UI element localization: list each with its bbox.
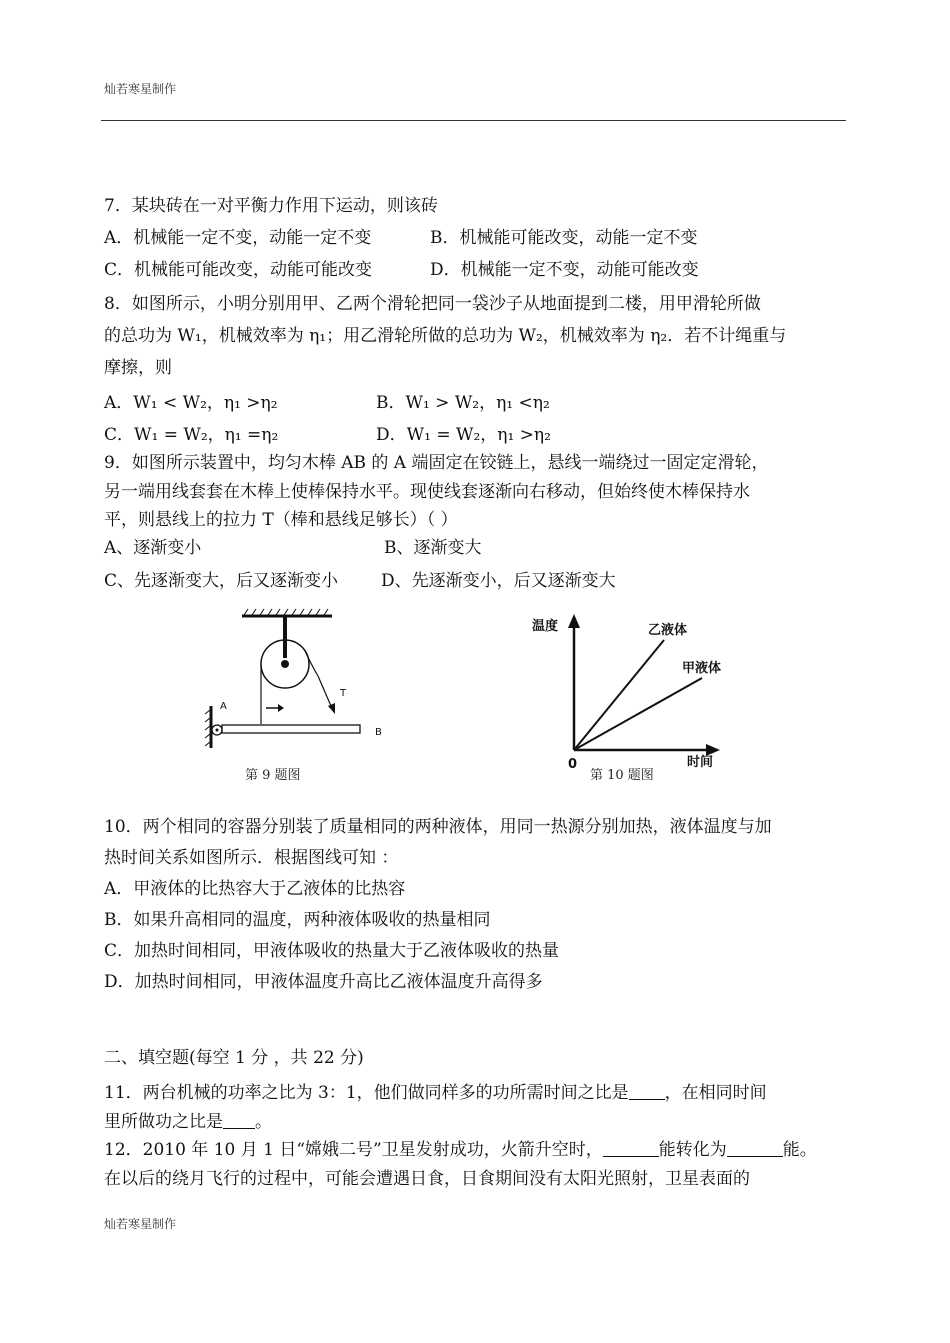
q7-option-b: B．机械能可能改变，动能一定不变 — [430, 228, 698, 248]
page-footer: 灿若寒星制作 — [104, 1217, 177, 1231]
q9-stem-line-3: 平，则悬线上的拉力 T（棒和悬线足够长）（ ） — [104, 510, 458, 530]
q10-option-c: C．加热时间相同，甲液体吸收的热量大于乙液体吸收的热量 — [104, 941, 560, 961]
q8-option-a: A．W₁ < W₂，η₁ >η₂ — [104, 393, 278, 413]
q9-stem-line-1: 9．如图所示装置中，均匀木棒 AB 的 A 端固定在铰链上，悬线一端绕过一固定定滑轮， — [104, 453, 769, 473]
q11-text-3: 里所做功之比是 — [104, 1112, 223, 1132]
q10-stem-line-2: 热时间关系如图所示．根据图线可知 ： — [104, 848, 399, 868]
q7-stem: 7．某块砖在一对平衡力作用下运动，则该砖 — [104, 196, 438, 216]
q11-line-2 — [104, 1111, 272, 1133]
q8-option-b: B．W₁ > W₂，η₁ <η₂ — [376, 393, 550, 413]
q8-stem-line-1: 8．如图所示，小明分别用甲、乙两个滑轮把同一袋沙子从地面提到二楼，用甲滑轮所做 — [104, 294, 761, 314]
q9-option-c: C、先逐渐变大，后又逐渐变小 — [104, 571, 339, 591]
q8-option-c: C．W₁ = W₂，η₁ =η₂ — [104, 425, 279, 445]
figure-10-line-label-yi: 乙液体 — [648, 623, 688, 638]
q12-line-2: 在以后的绕月飞行的过程中，可能会遭遇日食，日食期间没有太阳光照射，卫星表面的 — [104, 1169, 750, 1189]
figure-10-temperature-graph — [530, 612, 750, 772]
q10-option-b: B．如果升高相同的温度，两种液体吸收的热量相同 — [104, 910, 491, 930]
q9-option-b: B、逐渐变大 — [384, 538, 482, 558]
q10-option-a: A．甲液体的比热容大于乙液体的比热容 — [104, 879, 406, 899]
q12-blank-2[interactable] — [727, 1140, 783, 1157]
q9-option-a: A、逐渐变小 — [104, 538, 202, 558]
q7-option-c: C．机械能可能改变，动能可能改变 — [104, 260, 373, 280]
q12-text-3: 能。 — [782, 1140, 817, 1160]
header-divider — [101, 120, 846, 121]
q8-stem-line-2: 的总功为 W₁，机械效率为 η₁；用乙滑轮所做的总功为 W₂，机械效率为 η₂．若不计绳重与 — [104, 326, 787, 346]
figure-9-label-b: B — [375, 727, 382, 738]
q10-option-d: D．加热时间相同，甲液体温度升高比乙液体温度升高得多 — [104, 972, 543, 992]
figure-10-y-axis-label: 温度 — [532, 619, 559, 634]
q8-option-d: D．W₁ = W₂，η₁ >η₂ — [376, 425, 551, 445]
figure-10-x-axis-label: 时间 — [687, 755, 714, 770]
figure-9-caption: 第 9 题图 — [245, 768, 301, 783]
q11-line-1 — [104, 1082, 767, 1104]
q8-stem-line-3: 摩擦，则 — [104, 358, 172, 378]
q12-text-2: 能转化为 — [658, 1140, 727, 1160]
q11-blank-2[interactable] — [223, 1112, 255, 1129]
figure-10-caption: 第 10 题图 — [590, 768, 654, 783]
figure-9-pulley-diagram — [200, 606, 400, 756]
q9-stem-line-2: 另一端用线套套在木棒上使棒保持水平。现使线套逐渐向右移动，但始终使木棒保持水 — [104, 482, 750, 502]
figure-9-label-t: T — [340, 688, 347, 699]
q11-blank-1[interactable] — [629, 1083, 665, 1100]
figure-10-line-label-jia: 甲液体 — [682, 661, 722, 676]
section-2-title: 二、填空题(每空 1 分 ，共 22 分) — [104, 1048, 364, 1068]
figure-10-origin-label: 0 — [568, 757, 578, 772]
q12-text-1: 12．2010 年 10 月 1 日“嫦娥二号”卫星发射成功，火箭升空时， — [104, 1140, 603, 1160]
page-header: 灿若寒星制作 — [104, 82, 177, 96]
q11-text-4: 。 — [255, 1112, 272, 1132]
q9-option-d: D、先逐渐变小，后又逐渐变大 — [381, 571, 616, 591]
figure-9-label-a: A — [220, 701, 227, 712]
q11-text-2: ，在相同时间 — [664, 1083, 767, 1103]
q11-text-1: 11．两台机械的功率之比为 3：1，他们做同样多的功所需时间之比是 — [104, 1083, 629, 1103]
q10-stem-line-1: 10．两个相同的容器分别装了质量相同的两种液体，用同一热源分别加热，液体温度与加 — [104, 817, 772, 837]
q12-line-1 — [104, 1139, 817, 1161]
q7-option-d: D．机械能一定不变，动能可能改变 — [430, 260, 699, 280]
q7-option-a: A．机械能一定不变，动能一定不变 — [104, 228, 372, 248]
q12-blank-1[interactable] — [603, 1140, 659, 1157]
